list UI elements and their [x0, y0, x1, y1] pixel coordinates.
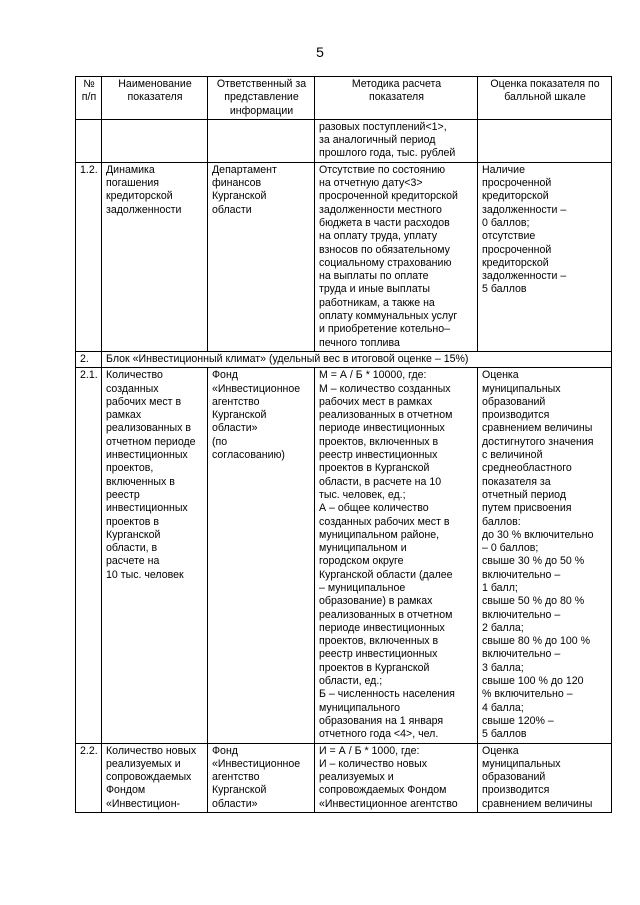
- cell-method: И = А / Б * 1000, где: И – количество новых реализуемых и сопровождаемых Фондом «Инвестиционное агентство: [315, 743, 478, 812]
- cell-score: Оценка муниципальных образований производится сравнением величины достигнутого значения с величиной среднеобластного показателя за отчетный период путем присвоения баллов: до 30 % включительно – 0 баллов; свыше 30 % до 50 % включительно – 1 балл; свыше 50 % до 80 % включительно – 2 балла; свыше 80 % до 100 % включительно – 3 балла; свыше 100 % до 120 % включительно – 4 балла; свыше 120% – 5 баллов: [478, 368, 612, 743]
- indicators-table: [75, 76, 612, 813]
- header-responsible: Ответственный за представление информации: [208, 77, 315, 120]
- cell-name: Динамика погашения кредиторской задолженности: [102, 162, 208, 351]
- cell-num: [76, 119, 102, 162]
- cell-num: 2.2.: [76, 743, 102, 812]
- cell-score: Наличие просроченной кредиторской задолженности – 0 баллов; отсутствие просроченной кредиторской задолженности – 5 баллов: [478, 162, 612, 351]
- block-row: [76, 351, 612, 367]
- cell-method: М = А / Б * 10000, где: М – количество созданных рабочих мест в рамках реализованных в отчетном периоде инвестиционных проектов, включенных в реестр инвестиционных проектов в Курганской области, в расчете на 10 тыс. человек, ед.; А – общее количество созданных рабочих мест в муниципальном районе, муниципальном и городском округе Курганской области (далее – муниципальное образование) в рамках реализованных в отчетном периоде инвестиционных проектов, включенных в реестр инвестиционных проектов в Курганской области, ед.; Б – численность населения муниципального образования на 1 января отчетного года <4>, чел.: [315, 368, 478, 743]
- header-score: Оценка показателя по балльной шкале: [478, 77, 612, 120]
- cell-responsible: Фонд «Инвестиционное агентство Курганской области» (по согласованию): [208, 368, 315, 743]
- table-row: [76, 368, 612, 743]
- header-name: Наименование показателя: [102, 77, 208, 120]
- cell-score: Оценка муниципальных образований производится сравнением величины: [478, 743, 612, 812]
- cell-name: Количество созданных рабочих мест в рамках реализованных в отчетном периоде инвестиционных проектов, включенных в реестр инвестиционных проектов в Курганской области, в расчете на 10 тыс. человек: [102, 368, 208, 743]
- cell-num: 2.1.: [76, 368, 102, 743]
- cell-responsible: Фонд «Инвестиционное агентство Курганской области»: [208, 743, 315, 812]
- table-row: [76, 162, 612, 351]
- cell-method: разовых поступлений<1>, за аналогичный период прошлого года, тыс. рублей: [315, 119, 478, 162]
- block-title: Блок «Инвестиционный климат» (удельный вес в итоговой оценке – 15%): [102, 351, 612, 367]
- cell-score: [478, 119, 612, 162]
- cell-method: Отсутствие по состоянию на отчетную дату<3> просроченной кредиторской задолженности местного бюджета в части расходов на оплату труда, уплату взносов по обязательному социальному страхованию на выплаты по оплате труда и иные выплаты работникам, а также на оплату коммунальных услуг и приобретение котельно– печного топлива: [315, 162, 478, 351]
- cell-responsible: Департамент финансов Курганской области: [208, 162, 315, 351]
- header-method: Методика расчета показателя: [315, 77, 478, 120]
- table-row: [76, 119, 612, 162]
- page-number: 5: [316, 44, 324, 60]
- cell-num: 2.: [76, 351, 102, 367]
- table-header-row: [76, 77, 612, 120]
- cell-name: [102, 119, 208, 162]
- table-row: [76, 743, 612, 812]
- cell-responsible: [208, 119, 315, 162]
- header-num: № п/п: [76, 77, 102, 120]
- cell-num: 1.2.: [76, 162, 102, 351]
- cell-name: Количество новых реализуемых и сопровождаемых Фондом «Инвестицион-: [102, 743, 208, 812]
